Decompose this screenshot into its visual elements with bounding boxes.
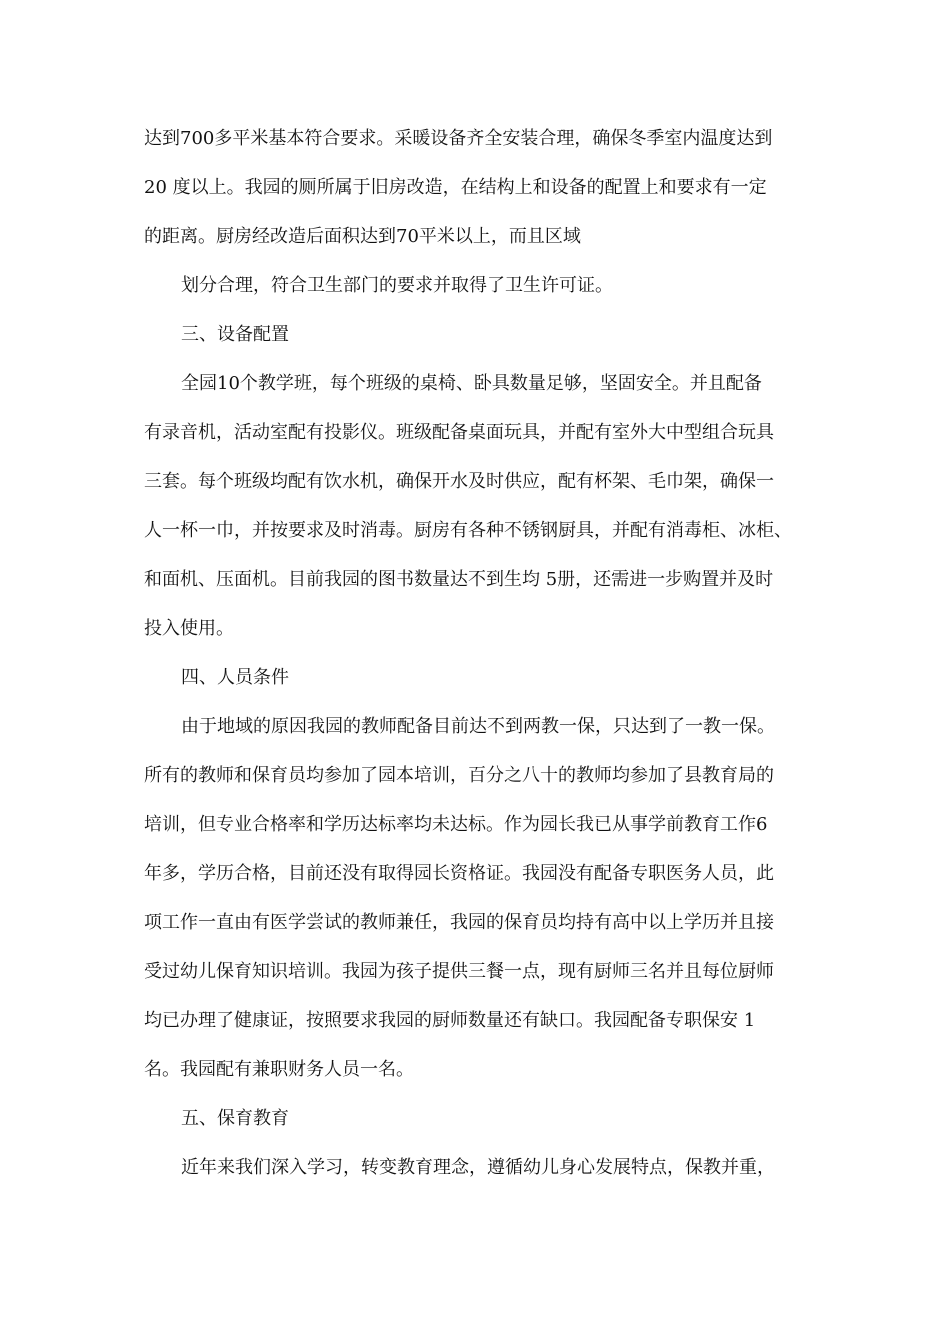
text-line: 的距离。厨房经改造后面积达到70平米以上，而且区域 <box>144 226 581 247</box>
text-line: 项工作一直由有医学尝试的教师兼任，我园的保育员均持有高中以上学历并且接 <box>144 912 774 933</box>
text-line: 达到700多平米基本符合要求。采暖设备齐全安装合理，确保冬季室内温度达到 <box>144 128 773 149</box>
section-heading-care-education: 五、保育教育 <box>181 1108 289 1129</box>
text-line: 有录音机，活动室配有投影仪。班级配备桌面玩具，并配有室外大中型组合玩具 <box>144 422 774 443</box>
text-line: 20 度以上。我园的厕所属于旧房改造，在结构上和设备的配置上和要求有一定 <box>144 177 767 198</box>
section-heading-equipment: 三、设备配置 <box>181 324 289 345</box>
text-line: 全园10个教学班，每个班级的桌椅、卧具数量足够，坚固安全。并且配备 <box>181 373 762 394</box>
text-line: 投入使用。 <box>144 618 234 639</box>
text-line: 培训，但专业合格率和学历达标率均未达标。作为园长我已从事学前教育工作6 <box>144 814 768 835</box>
text-line: 名。我园配有兼职财务人员一名。 <box>144 1059 414 1080</box>
section-heading-staff: 四、人员条件 <box>181 667 289 688</box>
text-line: 人一杯一巾，并按要求及时消毒。厨房有各种不锈钢厨具，并配有消毒柜、冰柜、 <box>144 520 792 541</box>
text-line: 所有的教师和保育员均参加了园本培训，百分之八十的教师均参加了县教育局的 <box>144 765 774 786</box>
text-line: 受过幼儿保育知识培训。我园为孩子提供三餐一点，现有厨师三名并且每位厨师 <box>144 961 774 982</box>
document-body <box>144 122 810 1200</box>
text-line: 由于地域的原因我园的教师配备目前达不到两教一保，只达到了一教一保。 <box>181 716 775 737</box>
text-line: 划分合理，符合卫生部门的要求并取得了卫生许可证。 <box>181 275 613 296</box>
text-line: 均已办理了健康证，按照要求我园的厨师数量还有缺口。我园配备专职保安 1 <box>144 1010 756 1031</box>
text-line: 年多，学历合格，目前还没有取得园长资格证。我园没有配备专职医务人员，此 <box>144 863 774 884</box>
text-line: 三套。每个班级均配有饮水机，确保开水及时供应，配有杯架、毛巾架，确保一 <box>144 471 774 492</box>
text-line: 近年来我们深入学习，转变教育理念，遵循幼儿身心发展特点，保教并重， <box>181 1157 775 1178</box>
text-line: 和面机、压面机。目前我园的图书数量达不到生均 5册，还需进一步购置并及时 <box>144 569 774 590</box>
